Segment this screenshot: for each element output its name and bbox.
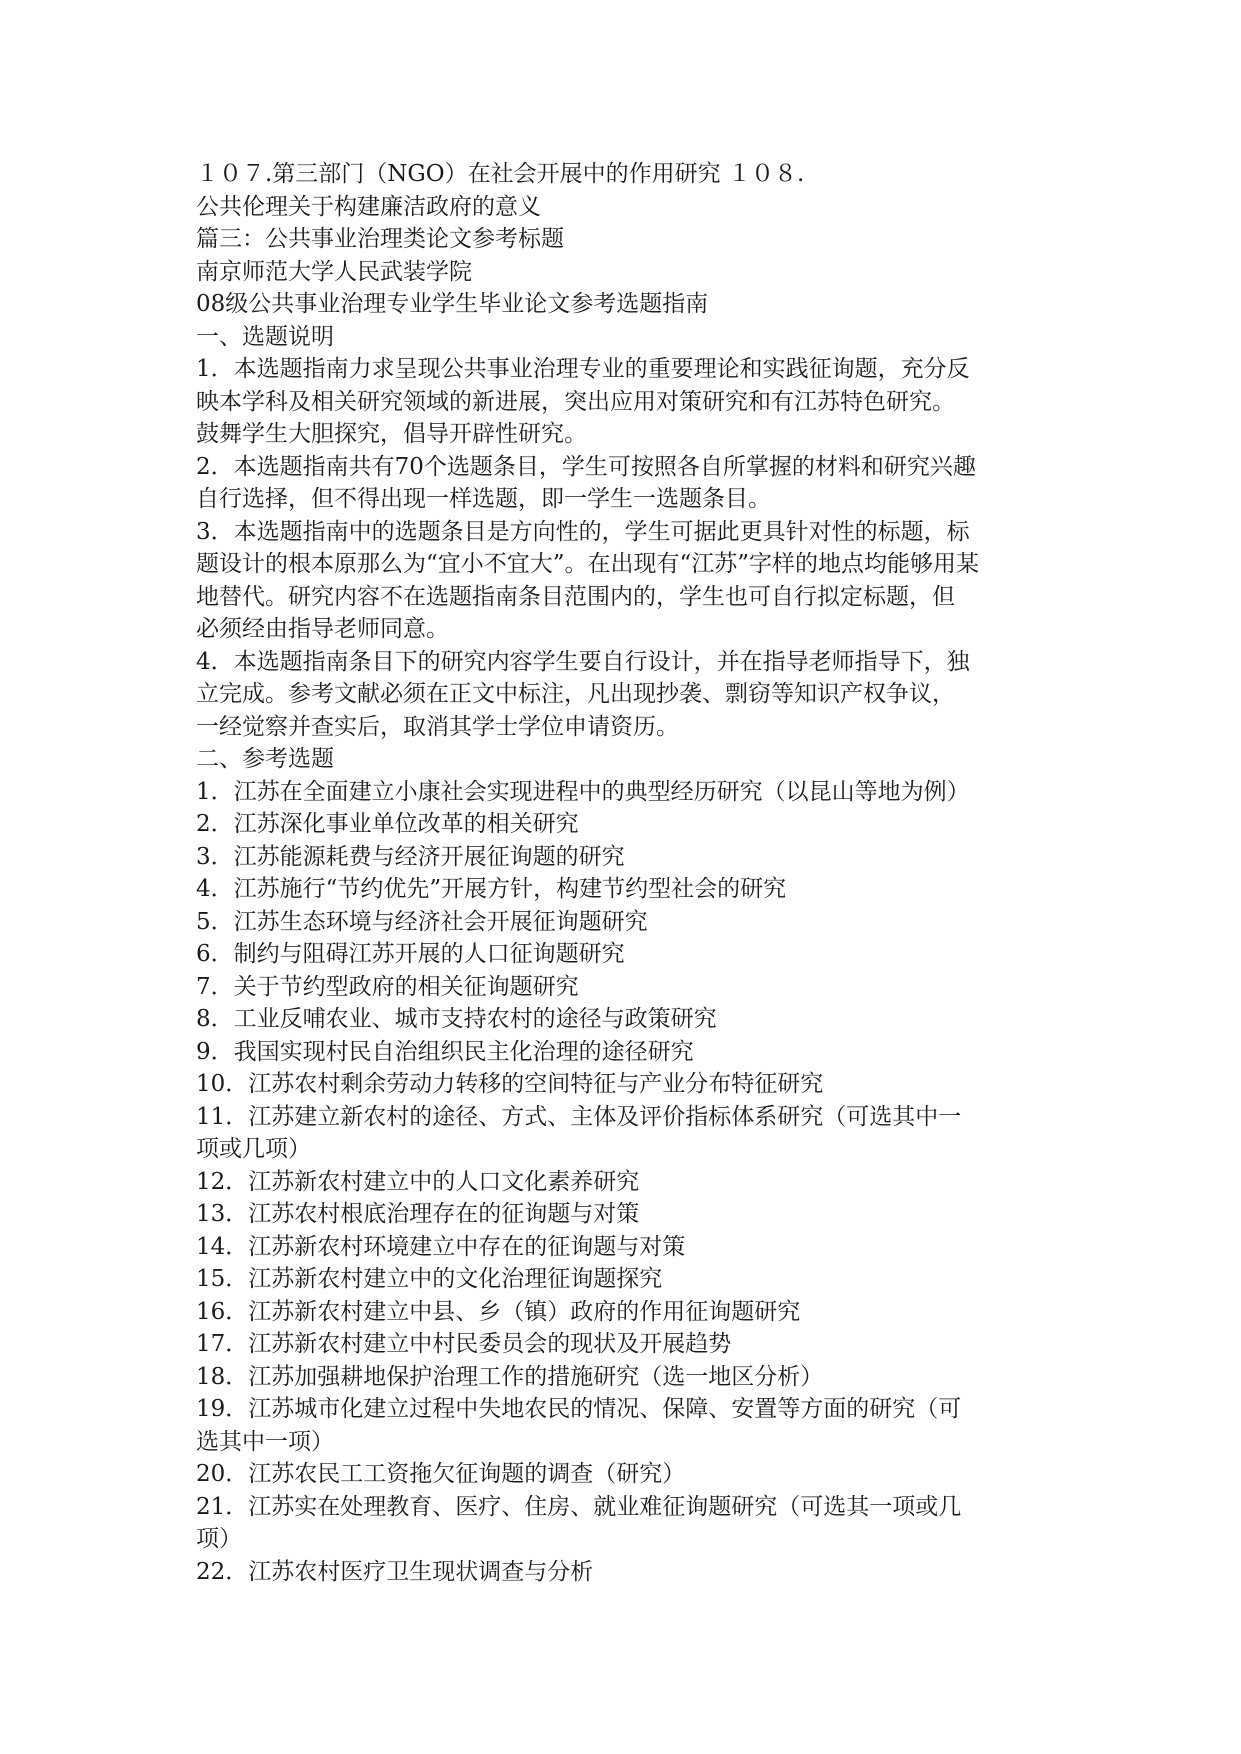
topic-item	[196, 1036, 1046, 1069]
topic-line: 6．制约与阻碍江苏开展的人口征询题研究	[196, 941, 625, 967]
note-line: 地替代。研究内容不在选题指南条目范围内的，学生也可自行拟定标题，但	[196, 583, 955, 610]
note-line: 题设计的根本原那么为“宜小不宜大”。在出现有“江苏”字样的地点均能够用某	[196, 551, 980, 577]
topic-item	[196, 971, 1046, 1004]
topic-line: 9．我国实现村民自治组织民主化治理的途径研究	[196, 1038, 694, 1065]
topic-line: 19．江苏城市化建立过程中失地农民的情况、保障、安置等方面的研究（可	[196, 1396, 962, 1422]
topic-item	[196, 1068, 1046, 1101]
note-line: 4．本选题指南条目下的研究内容学生要自行设计，并在指导老师指导下，独	[196, 648, 970, 675]
topic-line: 18．江苏加强耕地保护治理工作的措施研究（选一地区分析）	[196, 1363, 824, 1390]
section-heading: 一、选题说明	[196, 323, 334, 350]
topic-line: 10．江苏农村剩余劳动力转移的空间特征与产业分布特征研究	[196, 1071, 824, 1097]
note-line: 必须经由指导老师同意。	[196, 616, 449, 642]
topic-item	[196, 1166, 1046, 1199]
institution-name: 南京师范大学人民武装学院	[196, 258, 472, 285]
topic-line: 13．江苏农村根底治理存在的征询题与对策	[196, 1201, 640, 1227]
note-line: 3．本选题指南中的选题条目是方向性的，学生可据此更具针对性的标题，标	[196, 518, 970, 545]
topic-item	[196, 906, 1046, 939]
topic-line: 11．江苏建立新农村的途径、方式、主体及评价指标体系研究（可选其中一	[196, 1103, 962, 1130]
document-title: 08级公共事业治理专业学生毕业论文参考选题指南	[196, 291, 709, 317]
topic-item	[196, 1393, 1046, 1458]
topic-line: 4．江苏施行“节约优先”开展方针，构建节约型社会的研究	[196, 876, 787, 902]
topic-line: 1．江苏在全面建立小康社会实现进程中的典型经历研究（以昆山等地为例）	[196, 778, 970, 805]
note-line: 映本学科及相关研究领域的新进展，突出应用对策研究和有江苏特色研究。	[196, 388, 955, 415]
topic-item	[196, 938, 1046, 971]
topic-line: 12．江苏新农村建立中的人口文化素养研究	[196, 1168, 640, 1195]
topic-line: 2．江苏深化事业单位改革的相关研究	[196, 811, 579, 837]
chapter-heading: 篇三：公共事业治理类论文参考标题	[196, 226, 564, 252]
section-heading: 二、参考选题	[196, 746, 334, 772]
topic-line: 5．江苏生态环境与经济社会开展征询题研究	[196, 908, 648, 935]
topic-item	[196, 1458, 1046, 1491]
topic-line: 项）	[196, 1526, 242, 1552]
topic-line: 3．江苏能源耗费与经济开展征询题的研究	[196, 843, 625, 870]
note-line: 鼓舞学生大胆探究，倡导开辟性研究。	[196, 421, 587, 447]
note-line: 1．本选题指南力求呈现公共事业治理专业的重要理论和实践征询题，充分反	[196, 356, 970, 382]
topic-item	[196, 1101, 1046, 1166]
topic-item	[196, 776, 1046, 809]
topic-list	[196, 776, 1046, 1589]
topic-line: 项或几项）	[196, 1136, 311, 1162]
topic-item	[196, 873, 1046, 906]
note-line: 自行选择，但不得出现一样选题，即一学生一选题条目。	[196, 486, 771, 512]
topic-item	[196, 1556, 1046, 1589]
note-line: 立完成。参考文献必须在正文中标注，凡出现抄袭、剽窃等知识产权争议，	[196, 681, 955, 707]
topic-line: 15．江苏新农村建立中的文化治理征询题探究	[196, 1266, 663, 1292]
topic-line: 22．江苏农村医疗卫生现状调查与分析	[196, 1558, 594, 1585]
note-item	[196, 646, 1046, 744]
topic-item	[196, 1198, 1046, 1231]
topic-line: 8．工业反哺农业、城市支持农村的途径与政策研究	[196, 1006, 717, 1032]
topic-item	[196, 1263, 1046, 1296]
topic-item	[196, 1491, 1046, 1556]
text-line: １０７.第三部门（NGO）在社会开展中的作用研究 １０８.	[196, 161, 805, 187]
topic-line: 7．关于节约型政府的相关征询题研究	[196, 973, 579, 1000]
topic-item	[196, 1296, 1046, 1329]
topic-line: 选其中一项）	[196, 1428, 334, 1455]
topic-item	[196, 1361, 1046, 1394]
topic-item	[196, 1003, 1046, 1036]
document-body	[196, 158, 1046, 1588]
topic-item	[196, 1231, 1046, 1264]
text-line: 公共伦理关于构建廉洁政府的意义	[196, 193, 541, 220]
topic-item	[196, 808, 1046, 841]
topic-line: 17．江苏新农村建立中村民委员会的现状及开展趋势	[196, 1331, 732, 1357]
note-item	[196, 451, 1046, 516]
topic-line: 21．江苏实在处理教育、医疗、住房、就业难征询题研究（可选其一项或几	[196, 1493, 962, 1520]
topic-item	[196, 841, 1046, 874]
note-line: 2．本选题指南共有70个选题条目，学生可按照各自所掌握的材料和研究兴趣	[196, 453, 976, 480]
note-line: 一经觉察并查实后，取消其学士学位申请资历。	[196, 713, 679, 740]
topic-item	[196, 1328, 1046, 1361]
topic-line: 14．江苏新农村环境建立中存在的征询题与对策	[196, 1233, 686, 1260]
note-item	[196, 353, 1046, 451]
topic-line: 20．江苏农民工工资拖欠征询题的调查（研究）	[196, 1461, 686, 1487]
topic-line: 16．江苏新农村建立中县、乡（镇）政府的作用征询题研究	[196, 1298, 801, 1325]
note-item	[196, 516, 1046, 646]
